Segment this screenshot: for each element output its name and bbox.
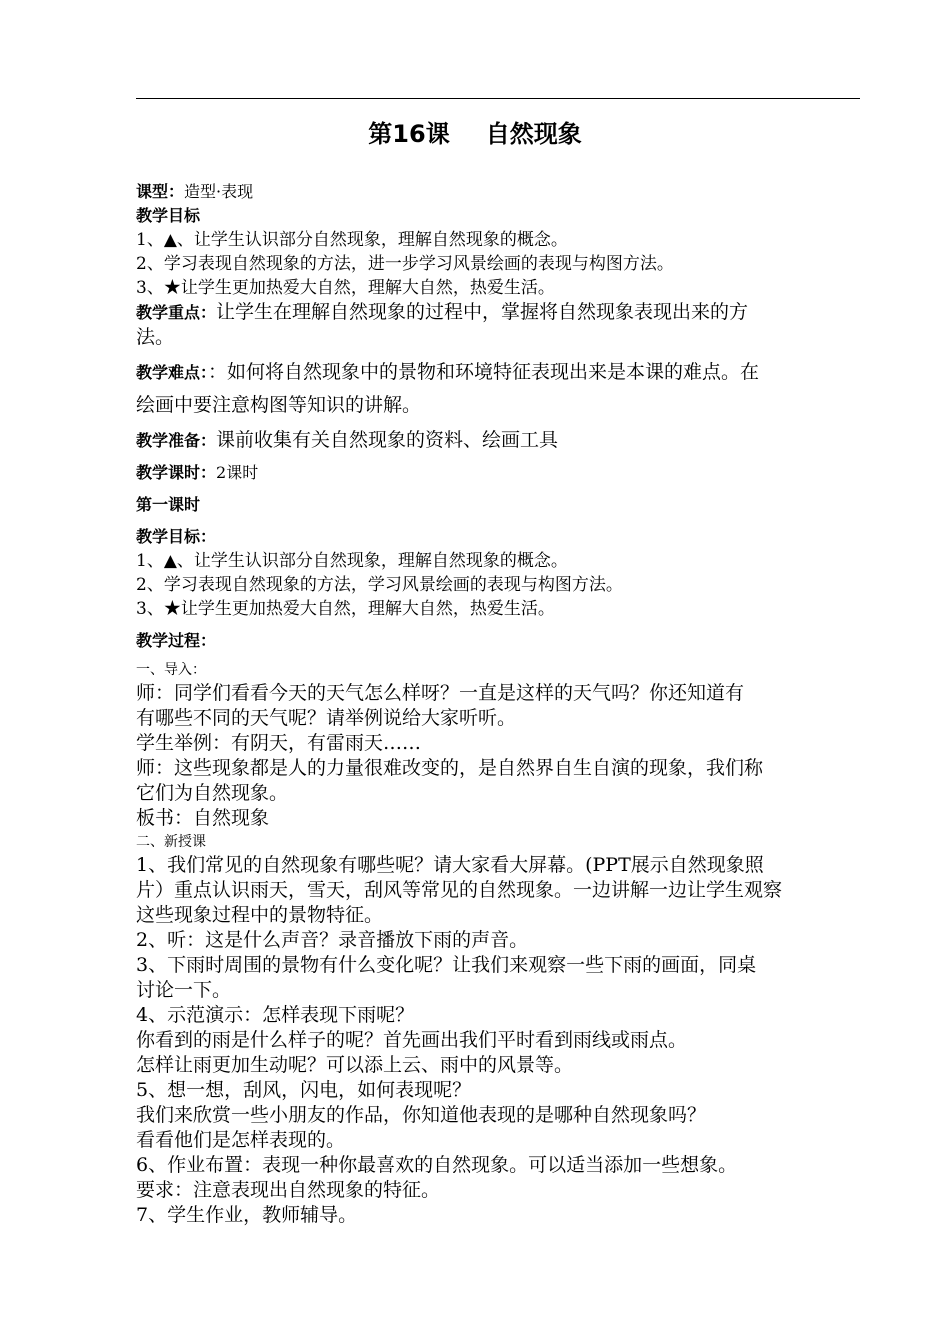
new-lesson-line: 7、学生作业，教师辅导。	[136, 1204, 358, 1226]
teaching-hours-value: 2课时	[216, 463, 259, 482]
process-heading: 教学过程：	[136, 631, 217, 650]
intro-line: 有哪些不同的天气呢？请举例说给大家听听。	[136, 707, 517, 729]
course-type	[136, 180, 862, 204]
preparation-label: 教学准备：	[136, 431, 217, 450]
new-lesson-line: 要求：注意表现出自然现象的特征。	[136, 1179, 441, 1201]
objectives-heading: 教学目标	[136, 206, 201, 225]
course-type-value: 造型·表现	[184, 182, 254, 201]
difficulty-continued: 绘画中要注意构图等知识的讲解。	[136, 394, 422, 416]
key-point-text: 让学生在理解自然现象的过程中，掌握将自然现象表现出来的方	[216, 301, 749, 323]
intro-line: 师：同学们看看今天的天气怎么样呀？一直是这样的天气吗？你还知道有	[136, 682, 745, 704]
new-lesson-line: 片）重点认识雨天，雪天，刮风等常见的自然现象。一边讲解一边让学生观察	[136, 879, 783, 901]
objective-item: 3、★让学生更加热爱大自然，理解大自然，热爱生活。	[136, 278, 555, 298]
key-point-continued: 法。	[136, 326, 175, 348]
course-type-label: 课型：	[136, 182, 185, 201]
lesson-number: 第16课	[368, 120, 450, 148]
new-lesson-line: 这些现象过程中的景物特征。	[136, 904, 384, 926]
new-lesson-line: 我们来欣赏一些小朋友的作品，你知道他表现的是哪种自然现象吗？	[136, 1104, 707, 1126]
preparation-text: 课前收集有关自然现象的资料、绘画工具	[216, 429, 559, 451]
preparation	[136, 428, 862, 453]
header-rule	[136, 98, 860, 99]
new-lesson-heading: 二、新授课	[136, 834, 206, 850]
lesson-objective-item: 1、▲、让学生认识部分自然现象，理解自然现象的概念。	[136, 551, 568, 571]
first-lesson-heading: 第一课时	[136, 495, 201, 514]
lesson-objective-item: 3、★让学生更加热爱大自然，理解大自然，热爱生活。	[136, 599, 555, 619]
new-lesson-line: 看看他们是怎样表现的。	[136, 1129, 346, 1151]
intro-line: 它们为自然现象。	[136, 782, 289, 804]
new-lesson-line: 你看到的雨是什么样子的呢？首先画出我们平时看到雨线或雨点。	[136, 1029, 688, 1051]
intro-line: 板书：自然现象	[136, 807, 270, 829]
difficulty-text: ：如何将自然现象中的景物和环境特征表现出来是本课的难点。在	[208, 361, 760, 383]
difficulty-label: 教学难点：	[136, 363, 209, 382]
new-lesson-line: 6、作业布置：表现一种你最喜欢的自然现象。可以适当添加一些想象。	[136, 1154, 738, 1176]
difficulty	[136, 360, 862, 385]
teaching-hours	[136, 461, 862, 485]
teaching-hours-label: 教学课时：	[136, 463, 217, 482]
key-point-label: 教学重点：	[136, 303, 217, 322]
new-lesson-line: 2、听：这是什么声音？录音播放下雨的声音。	[136, 929, 529, 951]
lesson-objective-item: 2、学习表现自然现象的方法，学习风景绘画的表现与构图方法。	[136, 575, 623, 595]
objective-item: 2、学习表现自然现象的方法，进一步学习风景绘画的表现与构图方法。	[136, 254, 674, 274]
key-point	[136, 300, 862, 325]
lesson-objectives-heading: 教学目标：	[136, 527, 217, 546]
page-title	[0, 114, 950, 149]
new-lesson-line: 4、示范演示：怎样表现下雨呢？	[136, 1004, 415, 1026]
new-lesson-line: 1、我们常见的自然现象有哪些呢？请大家看大屏幕。(PPT展示自然现象照	[136, 854, 764, 876]
new-lesson-line: 5、想一想，刮风，闪电，如何表现呢？	[136, 1079, 472, 1101]
objective-item: 1、▲、让学生认识部分自然现象，理解自然现象的概念。	[136, 230, 568, 250]
new-lesson-line: 讨论一下。	[136, 979, 232, 1001]
intro-heading: 一、导入：	[136, 662, 206, 678]
lesson-topic: 自然现象	[485, 120, 582, 148]
lesson-plan-body	[136, 180, 862, 1228]
intro-line: 学生举例：有阴天，有雷雨天……	[136, 732, 422, 754]
new-lesson-line: 怎样让雨更加生动呢？可以添上云、雨中的风景等。	[136, 1054, 574, 1076]
new-lesson-line: 3、下雨时周围的景物有什么变化呢？让我们来观察一些下雨的画面，同桌	[136, 954, 757, 976]
intro-line: 师：这些现象都是人的力量很难改变的，是自然界自生自演的现象，我们称	[136, 757, 764, 779]
